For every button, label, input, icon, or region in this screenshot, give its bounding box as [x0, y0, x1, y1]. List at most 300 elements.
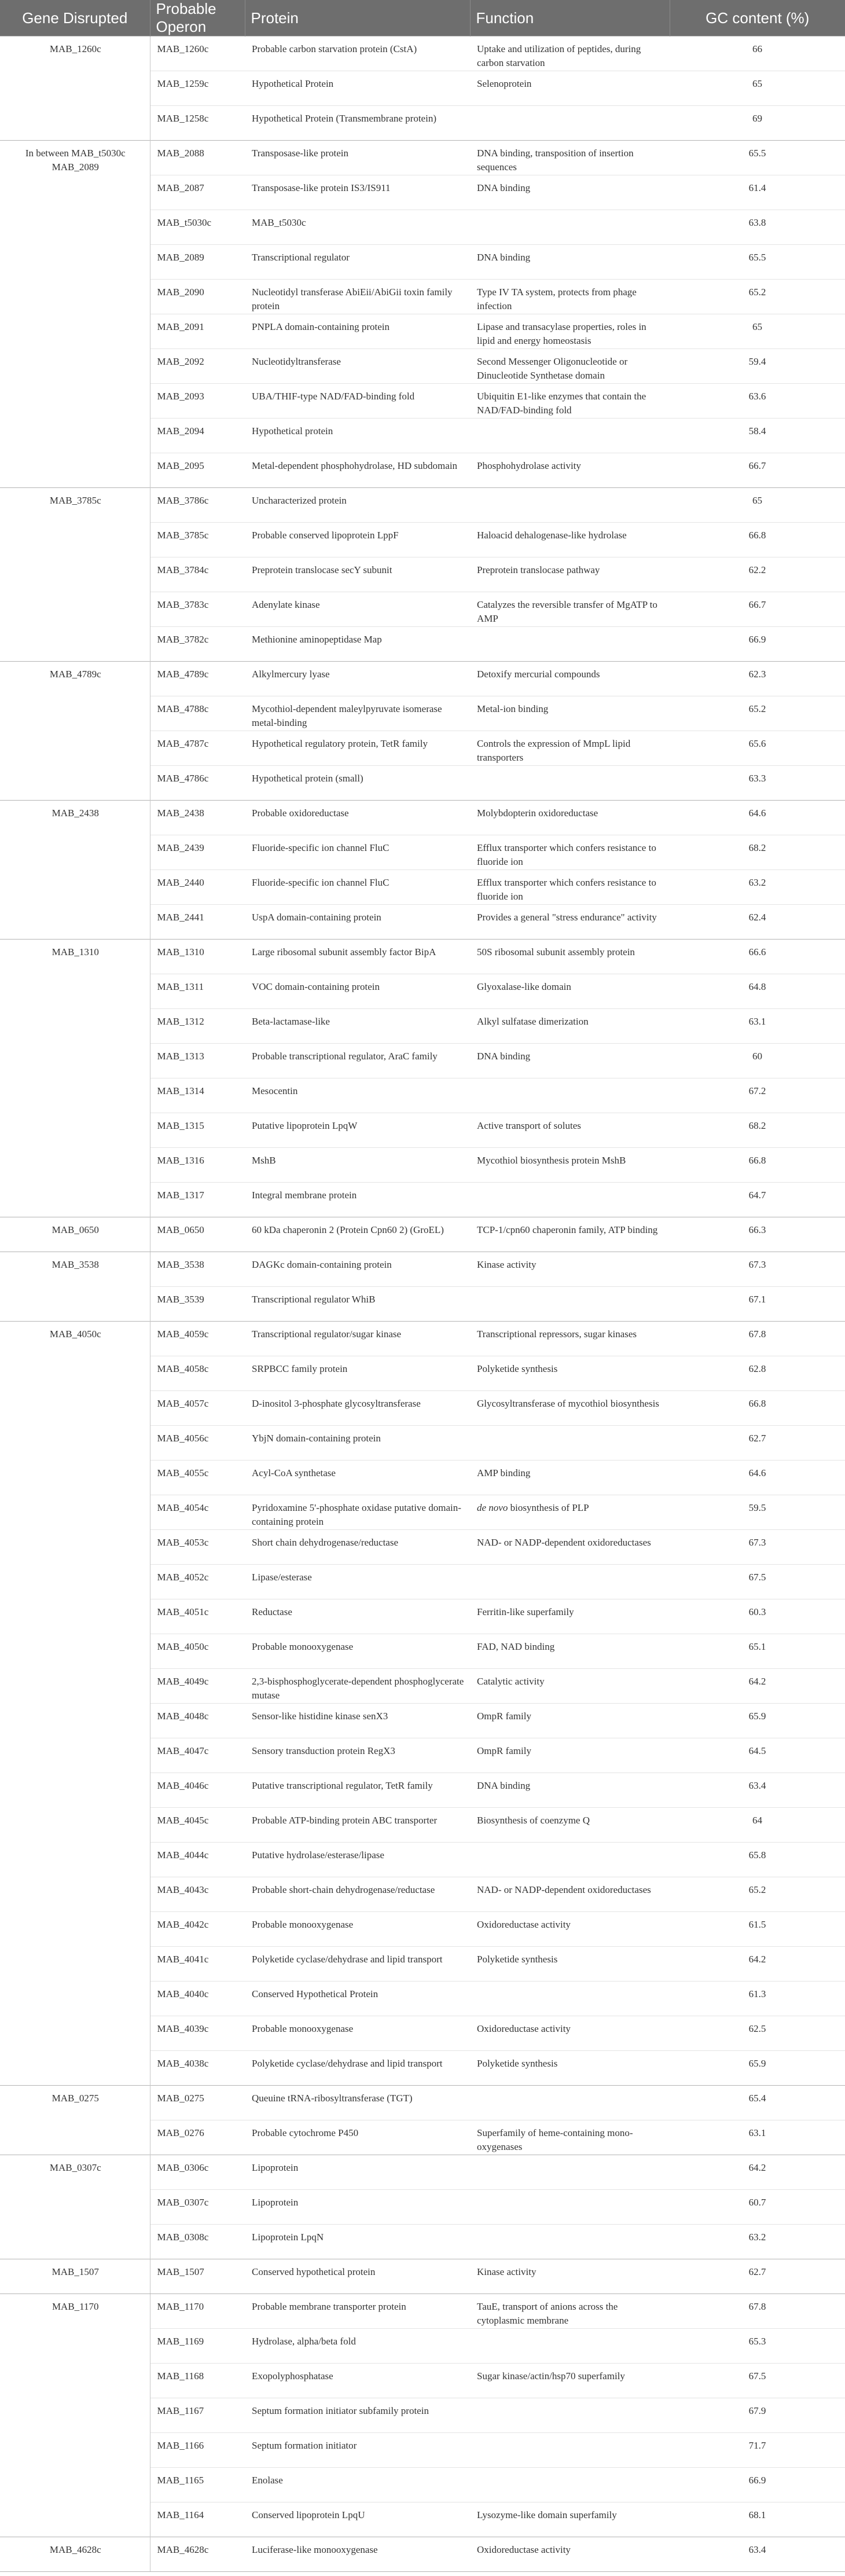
gene-disrupted-cell: MAB_1170	[0, 2294, 150, 2537]
table-row	[0, 488, 845, 523]
gc-content-cell: 64.2	[670, 1669, 845, 1704]
probable-operon-cell: MAB_4055c	[150, 1461, 245, 1495]
protein-cell: Sensory transduction protein RegX3	[245, 1738, 470, 1773]
gene-disrupted-cell: MAB_1507	[0, 2259, 150, 2294]
gc-content-cell: 66.3	[670, 1217, 845, 1252]
function-cell: Detoxify mercurial compounds	[470, 662, 670, 696]
probable-operon-cell: MAB_2440	[150, 870, 245, 905]
probable-operon-cell: MAB_4044c	[150, 1843, 245, 1877]
function-cell: Phosphohydrolase activity	[470, 453, 670, 488]
protein-cell: Nucleotidyl transferase AbiEii/AbiGii toxin family protein	[245, 280, 470, 314]
probable-operon-cell: MAB_2088	[150, 141, 245, 175]
probable-operon-cell: MAB_4050c	[150, 1634, 245, 1669]
function-cell: Ferritin-like superfamily	[470, 1599, 670, 1634]
gene-disrupted-cell: MAB_0275	[0, 2086, 150, 2155]
protein-cell: Hypothetical Protein	[245, 71, 470, 106]
gene-disrupted-cell: MAB_0307c	[0, 2155, 150, 2259]
gc-content-cell: 67.2	[670, 1078, 845, 1113]
protein-cell: D-inositol 3-phosphate glycosyltransferase	[245, 1391, 470, 1426]
protein-cell: Exopolyphosphatase	[245, 2364, 470, 2398]
probable-operon-cell: MAB_2438	[150, 801, 245, 835]
protein-cell: Methionine aminopeptidase Map	[245, 627, 470, 662]
protein-cell: Uncharacterized protein	[245, 488, 470, 523]
protein-cell: Lipoprotein	[245, 2190, 470, 2225]
probable-operon-cell: MAB_2093	[150, 384, 245, 419]
function-cell: Haloacid dehalogenase-like hydrolase	[470, 523, 670, 557]
function-cell: Preprotein translocase pathway	[470, 557, 670, 592]
probable-operon-cell: MAB_4786c	[150, 766, 245, 801]
protein-cell: Transcriptional regulator/sugar kinase	[245, 1322, 470, 1356]
function-cell: Lysozyme-like domain superfamily	[470, 2502, 670, 2537]
gc-content-cell: 62.2	[670, 557, 845, 592]
function-cell	[470, 1843, 670, 1877]
function-cell	[470, 627, 670, 662]
protein-cell: Enolase	[245, 2468, 470, 2502]
protein-cell: Preprotein translocase secY subunit	[245, 557, 470, 592]
probable-operon-cell: MAB_4045c	[150, 1808, 245, 1843]
protein-cell: Probable monooxygenase	[245, 1634, 470, 1669]
probable-operon-cell: MAB_3538	[150, 1252, 245, 1287]
probable-operon-cell: MAB_2095	[150, 453, 245, 488]
function-cell: Biosynthesis of coenzyme Q	[470, 1808, 670, 1843]
probable-operon-cell: MAB_4787c	[150, 731, 245, 766]
protein-cell: Transposase-like protein IS3/IS911	[245, 175, 470, 210]
probable-operon-cell: MAB_1165	[150, 2468, 245, 2502]
probable-operon-cell: MAB_4051c	[150, 1599, 245, 1634]
probable-operon-cell: MAB_1166	[150, 2433, 245, 2468]
protein-cell: Lipoprotein	[245, 2155, 470, 2190]
gc-content-cell: 63.1	[670, 1009, 845, 1044]
gene-disrupted-cell: MAB_3785c	[0, 488, 150, 662]
gc-content-cell: 63.8	[670, 210, 845, 245]
probable-operon-cell: MAB_1168	[150, 2364, 245, 2398]
protein-cell: Hydrolase, alpha/beta fold	[245, 2329, 470, 2364]
gc-content-cell: 69	[670, 106, 845, 141]
protein-cell: Transcriptional regulator	[245, 245, 470, 280]
gc-content-cell: 65	[670, 314, 845, 349]
gc-content-cell: 66.9	[670, 627, 845, 662]
protein-cell: Probable oxidoreductase	[245, 801, 470, 835]
gc-content-cell: 64.6	[670, 1461, 845, 1495]
probable-operon-cell: MAB_1314	[150, 1078, 245, 1113]
gene-disrupted-cell: In between MAB_t5030c MAB_2089	[0, 141, 150, 488]
function-cell: Metal-ion binding	[470, 696, 670, 731]
probable-operon-cell: MAB_1312	[150, 1009, 245, 1044]
protein-cell: MAB_t5030c	[245, 210, 470, 245]
gc-content-cell: 64	[670, 1808, 845, 1843]
gc-content-cell: 65	[670, 71, 845, 106]
protein-cell: Adenylate kinase	[245, 592, 470, 627]
protein-cell: Pyridoxamine 5'-phosphate oxidase putative domain-containing protein	[245, 1495, 470, 1530]
gc-content-cell: 68.1	[670, 2502, 845, 2537]
probable-operon-cell: MAB_4628c	[150, 2537, 245, 2572]
function-cell: Uptake and utilization of peptides, during carbon starvation	[470, 36, 670, 71]
function-cell	[470, 1183, 670, 1217]
protein-cell: Sensor-like histidine kinase senX3	[245, 1704, 470, 1738]
function-cell	[470, 1078, 670, 1113]
gc-content-cell: 58.4	[670, 419, 845, 453]
header-function: Function	[470, 0, 670, 36]
protein-cell: Septum formation initiator	[245, 2433, 470, 2468]
protein-cell: Nucleotidyltransferase	[245, 349, 470, 384]
function-cell	[470, 766, 670, 801]
gene-disrupted-cell: MAB_4789c	[0, 662, 150, 801]
gc-content-cell: 62.4	[670, 905, 845, 940]
function-cell	[470, 488, 670, 523]
gc-content-cell: 65.5	[670, 245, 845, 280]
probable-operon-cell: MAB_4041c	[150, 1947, 245, 1981]
function-cell: Ubiquitin E1-like enzymes that contain the NAD/FAD-binding fold	[470, 384, 670, 419]
gene-disrupted-cell: MAB_4050c	[0, 1322, 150, 2086]
protein-cell: Probable transcriptional regulator, AraC family	[245, 1044, 470, 1078]
gc-content-cell: 67.5	[670, 1565, 845, 1599]
protein-cell: Putative lipoprotein LpqW	[245, 1113, 470, 1148]
protein-cell: Lipase/esterase	[245, 1565, 470, 1599]
function-cell: DNA binding, transposition of insertion sequences	[470, 141, 670, 175]
function-cell: OmpR family	[470, 1738, 670, 1773]
function-cell	[470, 2225, 670, 2259]
probable-operon-cell: MAB_1317	[150, 1183, 245, 1217]
protein-cell: Large ribosomal subunit assembly factor BipA	[245, 940, 470, 974]
function-italic-text: de novo	[477, 1502, 508, 1513]
table-row	[0, 1322, 845, 1356]
gc-content-cell: 65.9	[670, 2051, 845, 2086]
protein-cell: Integral membrane protein	[245, 1183, 470, 1217]
function-cell	[470, 2433, 670, 2468]
gc-content-cell: 59.5	[670, 1495, 845, 1530]
protein-cell: Reductase	[245, 1599, 470, 1634]
gc-content-cell: 63.2	[670, 2225, 845, 2259]
protein-cell: Polyketide cyclase/dehydrase and lipid transport	[245, 2051, 470, 2086]
gc-content-cell: 67.8	[670, 1322, 845, 1356]
gc-content-cell: 67.1	[670, 1287, 845, 1322]
protein-cell: Probable cytochrome P450	[245, 2120, 470, 2155]
gc-content-cell: 66.6	[670, 940, 845, 974]
probable-operon-cell: MAB_4040c	[150, 1981, 245, 2016]
probable-operon-cell: MAB_4054c	[150, 1495, 245, 1530]
probable-operon-cell: MAB_1258c	[150, 106, 245, 141]
function-cell: AMP binding	[470, 1461, 670, 1495]
gc-content-cell: 65.3	[670, 2329, 845, 2364]
function-cell: Glycosyltransferase of mycothiol biosynthesis	[470, 1391, 670, 1426]
protein-cell: Conserved lipoprotein LpqU	[245, 2502, 470, 2537]
function-cell: FAD, NAD binding	[470, 1634, 670, 1669]
protein-cell: Conserved hypothetical protein	[245, 2259, 470, 2294]
function-cell: DNA binding	[470, 245, 670, 280]
gc-content-cell: 67.8	[670, 2294, 845, 2329]
protein-cell: Probable carbon starvation protein (CstA)	[245, 36, 470, 71]
function-cell	[470, 2190, 670, 2225]
gc-content-cell: 67.3	[670, 1530, 845, 1565]
probable-operon-cell: MAB_4047c	[150, 1738, 245, 1773]
probable-operon-cell: MAB_3539	[150, 1287, 245, 1322]
probable-operon-cell: MAB_4788c	[150, 696, 245, 731]
gc-content-cell: 62.8	[670, 1356, 845, 1391]
probable-operon-cell: MAB_3784c	[150, 557, 245, 592]
probable-operon-cell: MAB_0308c	[150, 2225, 245, 2259]
gc-content-cell: 65.9	[670, 1704, 845, 1738]
table-header	[0, 0, 845, 36]
probable-operon-cell: MAB_4048c	[150, 1704, 245, 1738]
probable-operon-cell: MAB_0276	[150, 2120, 245, 2155]
protein-cell: Probable monooxygenase	[245, 2016, 470, 2051]
gc-content-cell: 62.5	[670, 2016, 845, 2051]
probable-operon-cell: MAB_4039c	[150, 2016, 245, 2051]
function-cell: Alkyl sulfatase dimerization	[470, 1009, 670, 1044]
function-cell	[470, 1426, 670, 1461]
gc-content-cell: 60	[670, 1044, 845, 1078]
probable-operon-cell: MAB_4059c	[150, 1322, 245, 1356]
table-row	[0, 36, 845, 71]
function-cell: Sugar kinase/actin/hsp70 superfamily	[470, 2364, 670, 2398]
gc-content-cell: 62.7	[670, 2259, 845, 2294]
function-cell: DNA binding	[470, 1773, 670, 1808]
probable-operon-cell: MAB_4049c	[150, 1669, 245, 1704]
gc-content-cell: 67.3	[670, 1252, 845, 1287]
probable-operon-cell: MAB_3786c	[150, 488, 245, 523]
gene-disrupted-cell: MAB_3538	[0, 1252, 150, 1322]
protein-cell: Fluoride-specific ion channel FluC	[245, 835, 470, 870]
gc-content-cell: 64.6	[670, 801, 845, 835]
gc-content-cell: 59.4	[670, 349, 845, 384]
probable-operon-cell: MAB_1164	[150, 2502, 245, 2537]
gene-disrupted-cell: MAB_2438	[0, 801, 150, 940]
probable-operon-cell: MAB_0275	[150, 2086, 245, 2120]
function-cell	[470, 419, 670, 453]
gc-content-cell: 71.7	[670, 2433, 845, 2468]
gc-content-cell: 65.4	[670, 2086, 845, 2120]
probable-operon-cell: MAB_2089	[150, 245, 245, 280]
gene-disrupted-cell: MAB_4628c	[0, 2537, 150, 2572]
protein-cell: Hypothetical regulatory protein, TetR family	[245, 731, 470, 766]
protein-cell: Mycothiol-dependent maleylpyruvate isomerase metal-binding	[245, 696, 470, 731]
function-cell: DNA binding	[470, 175, 670, 210]
protein-cell: VOC domain-containing protein	[245, 974, 470, 1009]
function-cell	[470, 2468, 670, 2502]
probable-operon-cell: MAB_2439	[150, 835, 245, 870]
function-cell: Transcriptional repressors, sugar kinases	[470, 1322, 670, 1356]
table-row	[0, 2294, 845, 2329]
gc-content-cell: 68.2	[670, 835, 845, 870]
gc-content-cell: 62.3	[670, 662, 845, 696]
function-cell: Oxidoreductase activity	[470, 2016, 670, 2051]
function-cell: Efflux transporter which confers resistance to fluoride ion	[470, 870, 670, 905]
gc-content-cell: 65	[670, 488, 845, 523]
gc-content-cell: 66	[670, 36, 845, 71]
function-cell: Lipase and transacylase properties, roles in lipid and energy homeostasis	[470, 314, 670, 349]
gc-content-cell: 63.2	[670, 870, 845, 905]
gc-content-cell: 65.5	[670, 141, 845, 175]
function-cell	[470, 2155, 670, 2190]
function-text: biosynthesis of PLP	[508, 1502, 589, 1513]
function-cell: Kinase activity	[470, 1252, 670, 1287]
function-cell: Oxidoreductase activity	[470, 1912, 670, 1947]
function-cell: NAD- or NADP-dependent oxidoreductases	[470, 1877, 670, 1912]
gc-content-cell: 64.7	[670, 1183, 845, 1217]
probable-operon-cell: MAB_4789c	[150, 662, 245, 696]
gc-content-cell: 63.4	[670, 1773, 845, 1808]
protein-cell: Luciferase-like monooxygenase	[245, 2537, 470, 2572]
probable-operon-cell: MAB_1259c	[150, 71, 245, 106]
protein-cell: Septum formation initiator subfamily protein	[245, 2398, 470, 2433]
protein-cell: Queuine tRNA-ribosyltransferase (TGT)	[245, 2086, 470, 2120]
function-cell: Oxidoreductase activity	[470, 2537, 670, 2572]
function-cell: Molybdopterin oxidoreductase	[470, 801, 670, 835]
gc-content-cell: 65.2	[670, 280, 845, 314]
probable-operon-cell: MAB_4058c	[150, 1356, 245, 1391]
function-cell: Superfamily of heme-containing mono-oxygenases	[470, 2120, 670, 2155]
function-cell: Type IV TA system, protects from phage infection	[470, 280, 670, 314]
function-cell	[470, 1565, 670, 1599]
function-cell	[470, 1287, 670, 1322]
probable-operon-cell: MAB_3782c	[150, 627, 245, 662]
function-cell: Polyketide synthesis	[470, 1356, 670, 1391]
gc-content-cell: 64.2	[670, 2155, 845, 2190]
table-row	[0, 1217, 845, 1252]
probable-operon-cell: MAB_2090	[150, 280, 245, 314]
protein-cell: Mesocentin	[245, 1078, 470, 1113]
function-cell: OmpR family	[470, 1704, 670, 1738]
probable-operon-cell: MAB_4052c	[150, 1565, 245, 1599]
header-probable-operon: Probable Operon	[150, 0, 245, 36]
probable-operon-cell: MAB_0650	[150, 1217, 245, 1252]
gc-content-cell: 66.9	[670, 2468, 845, 2502]
probable-operon-cell: MAB_4038c	[150, 2051, 245, 2086]
protein-cell: Hypothetical Protein (Transmembrane protein)	[245, 106, 470, 141]
probable-operon-cell: MAB_1167	[150, 2398, 245, 2433]
probable-operon-cell: MAB_1313	[150, 1044, 245, 1078]
probable-operon-cell: MAB_4043c	[150, 1877, 245, 1912]
gc-content-cell: 66.7	[670, 453, 845, 488]
gc-content-cell: 66.8	[670, 523, 845, 557]
protein-cell: Fluoride-specific ion channel FluC	[245, 870, 470, 905]
probable-operon-cell: MAB_4056c	[150, 1426, 245, 1461]
protein-cell: Hypothetical protein (small)	[245, 766, 470, 801]
probable-operon-cell: MAB_4046c	[150, 1773, 245, 1808]
gc-content-cell: 64.5	[670, 1738, 845, 1773]
gc-content-cell: 66.8	[670, 1391, 845, 1426]
protein-cell: DAGKc domain-containing protein	[245, 1252, 470, 1287]
protein-cell: UBA/THIF-type NAD/FAD-binding fold	[245, 384, 470, 419]
probable-operon-cell: MAB_1507	[150, 2259, 245, 2294]
gc-content-cell: 62.7	[670, 1426, 845, 1461]
function-cell: NAD- or NADP-dependent oxidoreductases	[470, 1530, 670, 1565]
gc-content-cell: 61.3	[670, 1981, 845, 2016]
protein-cell: PNPLA domain-containing protein	[245, 314, 470, 349]
gc-content-cell: 65.8	[670, 1843, 845, 1877]
gc-content-cell: 66.7	[670, 592, 845, 627]
protein-cell: Probable ATP-binding protein ABC transporter	[245, 1808, 470, 1843]
gc-content-cell: 63.6	[670, 384, 845, 419]
function-cell: Efflux transporter which confers resistance to fluoride ion	[470, 835, 670, 870]
protein-cell: Transcriptional regulator WhiB	[245, 1287, 470, 1322]
function-cell: Controls the expression of MmpL lipid transporters	[470, 731, 670, 766]
table-row	[0, 2086, 845, 2120]
table-row	[0, 662, 845, 696]
gc-content-cell: 61.4	[670, 175, 845, 210]
gc-content-cell: 64.2	[670, 1947, 845, 1981]
gc-content-cell: 68.2	[670, 1113, 845, 1148]
table-row	[0, 2259, 845, 2294]
protein-cell: Polyketide cyclase/dehydrase and lipid transport	[245, 1947, 470, 1981]
gc-content-cell: 64.8	[670, 974, 845, 1009]
function-cell	[470, 106, 670, 141]
probable-operon-cell: MAB_1310	[150, 940, 245, 974]
function-cell: Active transport of solutes	[470, 1113, 670, 1148]
probable-operon-cell: MAB_t5030c	[150, 210, 245, 245]
probable-operon-cell: MAB_0307c	[150, 2190, 245, 2225]
probable-operon-cell: MAB_2094	[150, 419, 245, 453]
function-cell: DNA binding	[470, 1044, 670, 1078]
protein-cell: Probable monooxygenase	[245, 1912, 470, 1947]
function-cell: 50S ribosomal subunit assembly protein	[470, 940, 670, 974]
protein-cell: 2,3-bisphosphoglycerate-dependent phosphoglycerate mutase	[245, 1669, 470, 1704]
protein-cell: Conserved Hypothetical Protein	[245, 1981, 470, 2016]
header-gene-disrupted: Gene Disrupted	[0, 0, 150, 36]
probable-operon-cell: MAB_2091	[150, 314, 245, 349]
probable-operon-cell: MAB_1315	[150, 1113, 245, 1148]
function-cell: Selenoprotein	[470, 71, 670, 106]
function-cell: Mycothiol biosynthesis protein MshB	[470, 1148, 670, 1183]
probable-operon-cell: MAB_1170	[150, 2294, 245, 2329]
gene-disrupted-cell: MAB_1310	[0, 940, 150, 1217]
gc-content-cell: 63.4	[670, 2537, 845, 2572]
function-cell	[470, 210, 670, 245]
protein-cell: Probable membrane transporter protein	[245, 2294, 470, 2329]
function-cell: Second Messenger Oligonucleotide or Dinucleotide Synthetase domain	[470, 349, 670, 384]
probable-operon-cell: MAB_2092	[150, 349, 245, 384]
function-cell: Kinase activity	[470, 2259, 670, 2294]
function-cell: Catalytic activity	[470, 1669, 670, 1704]
gc-content-cell: 67.5	[670, 2364, 845, 2398]
table-row	[0, 2155, 845, 2190]
function-cell	[470, 2398, 670, 2433]
protein-cell: Lipoprotein LpqN	[245, 2225, 470, 2259]
gc-content-cell: 61.5	[670, 1912, 845, 1947]
gc-content-cell: 60.3	[670, 1599, 845, 1634]
header-protein: Protein	[245, 0, 470, 36]
function-cell: Glyoxalase-like domain	[470, 974, 670, 1009]
table-row	[0, 1252, 845, 1287]
protein-cell: Acyl-CoA synthetase	[245, 1461, 470, 1495]
gc-content-cell: 60.7	[670, 2190, 845, 2225]
table-row	[0, 801, 845, 835]
table-body	[0, 36, 845, 2572]
gc-content-cell: 65.2	[670, 696, 845, 731]
probable-operon-cell: MAB_2087	[150, 175, 245, 210]
function-cell: Polyketide synthesis	[470, 2051, 670, 2086]
function-cell	[470, 1495, 670, 1530]
gc-content-cell: 65.6	[670, 731, 845, 766]
function-cell	[470, 1981, 670, 2016]
protein-cell: 60 kDa chaperonin 2 (Protein Cpn60 2) (GroEL)	[245, 1217, 470, 1252]
protein-cell: Transposase-like protein	[245, 141, 470, 175]
protein-cell: Metal-dependent phosphohydrolase, HD subdomain	[245, 453, 470, 488]
function-cell: Catalyzes the reversible transfer of MgATP to AMP	[470, 592, 670, 627]
gene-disrupted-cell: MAB_1260c	[0, 36, 150, 141]
probable-operon-cell: MAB_1316	[150, 1148, 245, 1183]
probable-operon-cell: MAB_3783c	[150, 592, 245, 627]
probable-operon-cell: MAB_1260c	[150, 36, 245, 71]
protein-cell: Hypothetical protein	[245, 419, 470, 453]
protein-cell: Short chain dehydrogenase/reductase	[245, 1530, 470, 1565]
protein-cell: Probable short-chain dehydrogenase/reductase	[245, 1877, 470, 1912]
header-gc-content: GC content (%)	[670, 0, 845, 36]
probable-operon-cell: MAB_4042c	[150, 1912, 245, 1947]
protein-cell: YbjN domain-containing protein	[245, 1426, 470, 1461]
protein-cell: UspA domain-containing protein	[245, 905, 470, 940]
protein-cell: Probable conserved lipoprotein LppF	[245, 523, 470, 557]
